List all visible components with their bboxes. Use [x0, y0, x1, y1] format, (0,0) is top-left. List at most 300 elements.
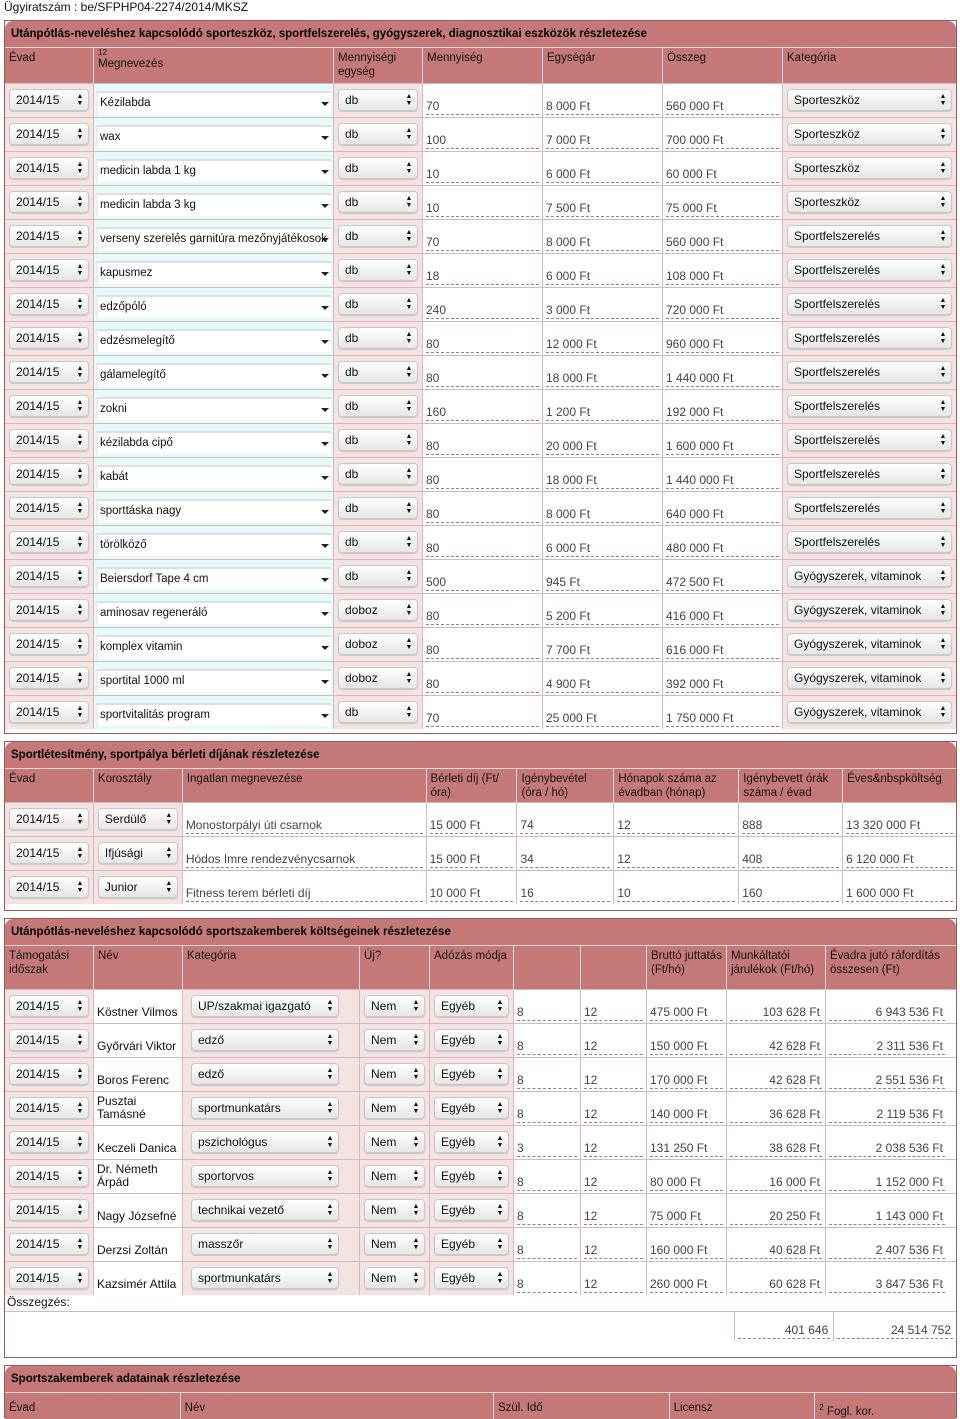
unit-select[interactable] [338, 123, 418, 145]
category-select-value: Sportfelszerelés [794, 297, 881, 311]
season-total-field[interactable]: 1 152 000 Ft [829, 1173, 945, 1191]
category-cell [783, 390, 956, 423]
gross-pay-field[interactable]: 260 000 Ft [650, 1275, 723, 1293]
unit-price-cell [543, 662, 663, 695]
item-name-select[interactable] [96, 669, 331, 692]
tax-mode-select[interactable] [434, 1029, 509, 1051]
tax-mode-select[interactable] [434, 1063, 509, 1085]
name-cell [94, 390, 334, 423]
season-select[interactable] [9, 89, 89, 111]
season-select[interactable] [9, 876, 89, 898]
employer-contrib-field[interactable]: 20 250 Ft [730, 1207, 822, 1225]
unit-price-field[interactable]: 4 900 Ft [546, 675, 659, 693]
season-total-field[interactable]: 2 551 536 Ft [829, 1071, 945, 1089]
col-koltseg: Éves&nbspköltség [847, 773, 942, 785]
amount-field[interactable]: 416 000 Ft [666, 607, 779, 625]
new-select-value: Nem [371, 1135, 397, 1149]
months-field[interactable]: 12 [584, 1139, 643, 1157]
chevron-down-icon [321, 204, 329, 208]
employer-contrib-field[interactable]: 103 628 Ft [730, 1003, 822, 1021]
amount-field[interactable]: 192 000 Ft [666, 403, 779, 421]
item-name-select[interactable] [96, 261, 331, 284]
season-select[interactable] [9, 361, 89, 383]
weekly-hours-field[interactable]: 8 [517, 1241, 577, 1259]
facility-name-field[interactable]: Hódos Imre rendezvénycsarnok [186, 850, 423, 868]
up-down-arrows-icon: ▲ ▼ [326, 1271, 334, 1285]
season-cell [5, 1194, 94, 1227]
staff-category-select[interactable] [191, 995, 339, 1017]
weekly-hours-field[interactable]: 8 [517, 1037, 577, 1055]
unit-select[interactable] [338, 225, 418, 247]
season-select[interactable] [9, 701, 89, 723]
months-field[interactable]: 12 [584, 1003, 643, 1021]
facility-header [5, 768, 956, 802]
amount-field[interactable]: 480 000 Ft [666, 539, 779, 557]
season-total-field[interactable]: 2 119 536 Ft [829, 1105, 945, 1123]
unit-price-field[interactable]: 25 000 Ft [546, 709, 659, 727]
up-down-arrows-icon: ▲ ▼ [412, 1203, 420, 1217]
unit-price-field[interactable]: 945 Ft [546, 573, 659, 591]
usage-field[interactable]: 16 [520, 884, 610, 902]
quantity-field[interactable]: 80 [426, 471, 539, 489]
hours-field[interactable]: 408 [742, 850, 839, 868]
tax-cell [430, 1262, 514, 1295]
chevron-down-icon [321, 612, 329, 616]
staff-category-select[interactable] [191, 1267, 339, 1289]
season-cell [5, 837, 94, 870]
amount-field[interactable]: 1 600 000 Ft [666, 437, 779, 455]
item-name-select[interactable] [96, 567, 331, 590]
footnote-marker: 2 [819, 1403, 824, 1412]
hours-field[interactable]: 160 [742, 884, 839, 902]
quantity-field[interactable]: 80 [426, 607, 539, 625]
season-select[interactable] [9, 225, 89, 247]
rent-fee-field[interactable]: 15 000 Ft [430, 850, 514, 868]
gross-pay-field[interactable]: 475 000 Ft [650, 1003, 723, 1021]
up-down-arrows-icon: ▲ ▼ [939, 603, 947, 617]
new-select[interactable] [364, 1233, 425, 1255]
amount-cell [663, 322, 783, 355]
unit-price-field[interactable]: 5 200 Ft [546, 607, 659, 625]
sum-jarulek[interactable]: 401 646 [738, 1321, 830, 1339]
tax-mode-select[interactable] [434, 1165, 509, 1187]
quantity-field[interactable]: 80 [426, 675, 539, 693]
months-field[interactable]: 12 [617, 850, 735, 868]
season-select[interactable] [9, 327, 89, 349]
quantity-cell [423, 322, 543, 355]
usage-field[interactable]: 74 [520, 816, 610, 834]
season-select[interactable] [9, 1097, 89, 1119]
item-name-select[interactable] [96, 635, 331, 658]
unit-select[interactable] [338, 701, 418, 723]
unit-select[interactable] [338, 361, 418, 383]
annual-cost-field[interactable]: 1 600 000 Ft [846, 884, 953, 902]
contrib-cell [727, 1024, 826, 1057]
months-field[interactable]: 12 [584, 1071, 643, 1089]
item-name-select[interactable] [96, 363, 331, 386]
gross-pay-field[interactable]: 160 000 Ft [650, 1241, 723, 1259]
item-name-select-value: edzőpóló [100, 301, 147, 313]
new-select[interactable] [364, 1267, 425, 1289]
unit-select[interactable] [338, 157, 418, 179]
season-total-field[interactable]: 2 311 536 Ft [829, 1037, 945, 1055]
category-select[interactable] [787, 701, 952, 723]
season-select[interactable] [9, 1029, 89, 1051]
category-select[interactable] [787, 531, 952, 553]
staff-category-select[interactable] [191, 1063, 339, 1085]
unit-select[interactable] [338, 667, 418, 689]
quantity-cell [423, 594, 543, 627]
up-down-arrows-icon: ▲ ▼ [496, 1169, 504, 1183]
employer-contrib-field[interactable]: 42 628 Ft [730, 1037, 822, 1055]
quantity-field[interactable]: 70 [426, 709, 539, 727]
unit-select[interactable] [338, 293, 418, 315]
up-down-arrows-icon: ▲ ▼ [939, 637, 947, 651]
category-select[interactable] [787, 89, 952, 111]
weekly-hours-field[interactable]: 8 [517, 1071, 577, 1089]
category-select[interactable] [787, 361, 952, 383]
unit-price-field[interactable]: 1 200 Ft [546, 403, 659, 421]
category-select[interactable] [787, 259, 952, 281]
season-total-field[interactable]: 2 038 536 Ft [829, 1139, 945, 1157]
amount-field[interactable]: 960 000 Ft [666, 335, 779, 353]
up-down-arrows-icon: ▲ ▼ [496, 1135, 504, 1149]
amount-field[interactable]: 472 500 Ft [666, 573, 779, 591]
weekly-hours-field[interactable]: 8 [517, 1275, 577, 1293]
up-down-arrows-icon: ▲ ▼ [76, 433, 84, 447]
season-select[interactable] [9, 157, 89, 179]
chevron-down-icon [321, 680, 329, 684]
months-field[interactable]: 12 [584, 1173, 643, 1191]
facility-name-field[interactable]: Fitness terem bérleti díj [186, 884, 423, 902]
quantity-field[interactable]: 100 [426, 131, 539, 149]
category-select[interactable] [787, 225, 952, 247]
age-group-select[interactable] [98, 808, 178, 830]
employer-contrib-field[interactable]: 42 628 Ft [730, 1071, 822, 1089]
new-select[interactable] [364, 1199, 425, 1221]
months-field[interactable]: 12 [584, 1105, 643, 1123]
tax-mode-select[interactable] [434, 1131, 509, 1153]
season-total-field[interactable]: 3 847 536 Ft [829, 1275, 945, 1293]
months-field[interactable]: 12 [584, 1275, 643, 1293]
employer-contrib-field[interactable]: 36 628 Ft [730, 1105, 822, 1123]
season-select[interactable] [9, 1165, 89, 1187]
months-field[interactable]: 12 [584, 1037, 643, 1055]
amount-field[interactable]: 700 000 Ft [666, 131, 779, 149]
quantity-field[interactable]: 80 [426, 437, 539, 455]
season-total-field[interactable]: 6 943 536 Ft [829, 1003, 945, 1021]
age-group-select[interactable] [98, 876, 178, 898]
quantity-field[interactable]: 80 [426, 335, 539, 353]
season-select[interactable] [9, 191, 89, 213]
new-select[interactable] [364, 1063, 425, 1085]
item-name-select[interactable] [96, 227, 331, 250]
months-field[interactable]: 10 [617, 884, 735, 902]
season-cell [5, 254, 94, 287]
season-select[interactable] [9, 123, 89, 145]
new-select-value: Nem [371, 1067, 397, 1081]
unit-select-value: db [345, 535, 359, 549]
amount-field[interactable]: 616 000 Ft [666, 641, 779, 659]
tax-mode-select[interactable] [434, 1097, 509, 1119]
quantity-field[interactable]: 70 [426, 97, 539, 115]
unit-select[interactable] [338, 395, 418, 417]
tax-mode-select[interactable] [434, 1267, 509, 1289]
tax-mode-select-value: Egyéb [441, 1033, 476, 1047]
unit-select[interactable] [338, 633, 418, 655]
annual-cost-field[interactable]: 13 320 000 Ft [846, 816, 953, 834]
chevron-down-icon [321, 544, 329, 548]
staff-category-select[interactable] [191, 1165, 339, 1187]
quantity-field[interactable]: 10 [426, 199, 539, 217]
category-select[interactable] [787, 395, 952, 417]
employer-contrib-field[interactable]: 60 628 Ft [730, 1275, 822, 1293]
unit-price-field[interactable]: 12 000 Ft [546, 335, 659, 353]
quantity-field[interactable]: 80 [426, 641, 539, 659]
season-select[interactable] [9, 259, 89, 281]
category-select[interactable] [787, 463, 952, 485]
staff-category-select[interactable] [191, 1233, 339, 1255]
up-down-arrows-icon: ▲ ▼ [405, 263, 413, 277]
months-cell [581, 1058, 647, 1091]
unit-select[interactable] [338, 429, 418, 451]
amount-field[interactable]: 720 000 Ft [666, 301, 779, 319]
amount-field[interactable]: 60 000 Ft [666, 165, 779, 183]
season-select[interactable] [9, 808, 89, 830]
season-total-field[interactable]: 1 143 000 Ft [829, 1207, 945, 1225]
tax-mode-select[interactable] [434, 1199, 509, 1221]
unit-cell [334, 458, 423, 491]
amount-field[interactable]: 1 750 000 Ft [666, 709, 779, 727]
up-down-arrows-icon: ▲ ▼ [405, 93, 413, 107]
quantity-field[interactable]: 80 [426, 505, 539, 523]
season-select[interactable] [9, 1131, 89, 1153]
season-select[interactable] [9, 1267, 89, 1289]
season-select[interactable] [9, 565, 89, 587]
category-select[interactable] [787, 327, 952, 349]
unit-price-field[interactable]: 8 000 Ft [546, 505, 659, 523]
category-select[interactable] [787, 633, 952, 655]
season-select[interactable] [9, 497, 89, 519]
tax-mode-select[interactable] [434, 1233, 509, 1255]
category-select[interactable] [787, 599, 952, 621]
amount-field[interactable]: 640 000 Ft [666, 505, 779, 523]
unit-price-field[interactable]: 8 000 Ft [546, 97, 659, 115]
season-select[interactable] [9, 1233, 89, 1255]
unit-select-value: db [345, 433, 359, 447]
chevron-down-icon [321, 340, 329, 344]
unit-select[interactable] [338, 89, 418, 111]
new-select[interactable] [364, 995, 425, 1017]
age-group-select[interactable] [98, 842, 178, 864]
item-name-select[interactable] [96, 295, 331, 318]
rent-fee-field[interactable]: 10 000 Ft [430, 884, 514, 902]
new-select[interactable] [364, 1131, 425, 1153]
unit-price-field[interactable]: 6 000 Ft [546, 267, 659, 285]
amount-field[interactable]: 560 000 Ft [666, 97, 779, 115]
unit-price-field[interactable]: 7 700 Ft [546, 641, 659, 659]
up-down-arrows-icon: ▲ ▼ [939, 127, 947, 141]
category-select[interactable] [787, 157, 952, 179]
amount-field[interactable]: 392 000 Ft [666, 675, 779, 693]
season-select[interactable] [9, 633, 89, 655]
item-name-select[interactable] [96, 499, 331, 522]
item-name-select[interactable] [96, 91, 331, 114]
amount-field[interactable]: 108 000 Ft [666, 267, 779, 285]
unit-price-field[interactable]: 6 000 Ft [546, 165, 659, 183]
item-name-select[interactable] [96, 193, 331, 216]
gross-pay-field[interactable]: 75 000 Ft [650, 1207, 723, 1225]
gross-pay-field[interactable]: 170 000 Ft [650, 1071, 723, 1089]
staff-category-select[interactable] [191, 1131, 339, 1153]
total-cell [826, 1194, 948, 1227]
employer-contrib-field[interactable]: 40 628 Ft [730, 1241, 822, 1259]
new-cell [360, 1126, 430, 1159]
unit-price-field[interactable]: 8 000 Ft [546, 233, 659, 251]
unit-price-cell [543, 492, 663, 525]
quantity-field[interactable]: 160 [426, 403, 539, 421]
item-name-select[interactable] [96, 465, 331, 488]
season-select[interactable] [9, 1063, 89, 1085]
months-field[interactable]: 12 [584, 1241, 643, 1259]
season-select[interactable] [9, 599, 89, 621]
amount-field[interactable]: 1 440 000 Ft [666, 369, 779, 387]
season-select-value: 2014/15 [16, 1067, 60, 1081]
new-select[interactable] [364, 1165, 425, 1187]
season-select[interactable] [9, 995, 89, 1017]
item-name-select[interactable] [96, 601, 331, 624]
new-select[interactable] [364, 1029, 425, 1051]
rent-fee-field[interactable]: 15 000 Ft [430, 816, 514, 834]
season-select[interactable] [9, 429, 89, 451]
staff-category-select[interactable] [191, 1097, 339, 1119]
unit-select[interactable] [338, 565, 418, 587]
staff-row [5, 1057, 956, 1091]
season-select[interactable] [9, 293, 89, 315]
quantity-field[interactable]: 10 [426, 165, 539, 183]
unit-select[interactable] [338, 259, 418, 281]
unit-select[interactable] [338, 463, 418, 485]
gross-pay-field[interactable]: 140 000 Ft [650, 1105, 723, 1123]
season-select[interactable] [9, 531, 89, 553]
season-select-value: 2014/15 [16, 433, 60, 447]
employer-contrib-field[interactable]: 38 628 Ft [730, 1139, 822, 1157]
quantity-field[interactable]: 80 [426, 369, 539, 387]
new-select[interactable] [364, 1097, 425, 1119]
item-name-select[interactable] [96, 329, 331, 352]
amount-field[interactable]: 75 000 Ft [666, 199, 779, 217]
unit-select[interactable] [338, 599, 418, 621]
unit-price-field[interactable]: 7 000 Ft [546, 131, 659, 149]
item-name-select[interactable] [96, 159, 331, 182]
season-cell [5, 560, 94, 593]
gross-pay-field[interactable]: 80 000 Ft [650, 1173, 723, 1191]
up-down-arrows-icon: ▲ ▼ [76, 1237, 84, 1251]
unit-select[interactable] [338, 327, 418, 349]
quantity-field[interactable]: 500 [426, 573, 539, 591]
tax-mode-select-value: Egyéb [441, 1067, 476, 1081]
category-select[interactable] [787, 429, 952, 451]
quantity-field[interactable]: 70 [426, 233, 539, 251]
unit-price-field[interactable]: 6 000 Ft [546, 539, 659, 557]
season-select-value: 2014/15 [16, 671, 60, 685]
season-select[interactable] [9, 1199, 89, 1221]
unit-price-field[interactable]: 18 000 Ft [546, 471, 659, 489]
employer-contrib-field[interactable]: 16 000 Ft [730, 1173, 822, 1191]
weekly-hours-field[interactable]: 8 [517, 1003, 577, 1021]
up-down-arrows-icon: ▲ ▼ [76, 263, 84, 277]
season-select[interactable] [9, 395, 89, 417]
hours-field[interactable]: 888 [742, 816, 839, 834]
category-select[interactable] [787, 565, 952, 587]
amount-field[interactable]: 560 000 Ft [666, 233, 779, 251]
season-select[interactable] [9, 463, 89, 485]
unit-price-field[interactable]: 7 500 Ft [546, 199, 659, 217]
unit-price-field[interactable]: 18 000 Ft [546, 369, 659, 387]
up-down-arrows-icon: ▲ ▼ [76, 603, 84, 617]
unit-select-value: doboz [345, 671, 378, 685]
weekly-hours-field[interactable]: 8 [517, 1207, 577, 1225]
annual-cost-field[interactable]: 6 120 000 Ft [846, 850, 953, 868]
item-name-select[interactable] [96, 533, 331, 556]
season-cell [5, 492, 94, 525]
staff-category-select[interactable] [191, 1199, 339, 1221]
col-evad: Évad [5, 48, 94, 83]
age-group-select-value: Ifjúsági [104, 846, 143, 860]
unit-select[interactable] [338, 191, 418, 213]
item-name-select[interactable] [96, 703, 331, 726]
item-name-select[interactable] [96, 431, 331, 454]
category-cell [783, 84, 956, 117]
quantity-field[interactable]: 18 [426, 267, 539, 285]
sum-total[interactable]: 24 514 752 [837, 1321, 953, 1339]
unit-cell [334, 356, 423, 389]
category-select[interactable] [787, 123, 952, 145]
gross-pay-field[interactable]: 131 250 Ft [650, 1139, 723, 1157]
category-select[interactable] [787, 497, 952, 519]
name-cell [94, 560, 334, 593]
amount-field[interactable]: 1 440 000 Ft [666, 471, 779, 489]
unit-select[interactable] [338, 531, 418, 553]
up-down-arrows-icon: ▲ ▼ [326, 999, 334, 1013]
quantity-field[interactable]: 240 [426, 301, 539, 319]
tax-mode-select[interactable] [434, 995, 509, 1017]
weekly-hours-field[interactable]: 8 [517, 1105, 577, 1123]
item-name-select[interactable] [96, 397, 331, 420]
unit-price-field[interactable]: 20 000 Ft [546, 437, 659, 455]
months-field[interactable]: 12 [584, 1207, 643, 1225]
col-mennyiseg: Mennyiség [423, 48, 543, 83]
season-select[interactable] [9, 842, 89, 864]
unit-price-field[interactable]: 3 000 Ft [546, 301, 659, 319]
gross-pay-field[interactable]: 150 000 Ft [650, 1037, 723, 1055]
season-select[interactable] [9, 667, 89, 689]
quantity-field[interactable]: 80 [426, 539, 539, 557]
facility-name-field[interactable]: Monostorpályi úti csarnok [186, 816, 423, 834]
weekly-hours-field[interactable]: 3 [517, 1139, 577, 1157]
staff-category-select[interactable] [191, 1029, 339, 1051]
up-down-arrows-icon: ▲ ▼ [76, 999, 84, 1013]
season-total-field[interactable]: 2 407 536 Ft [829, 1241, 945, 1259]
category-select[interactable] [787, 293, 952, 315]
category-select[interactable] [787, 667, 952, 689]
unit-select[interactable] [338, 497, 418, 519]
usage-field[interactable]: 34 [520, 850, 610, 868]
months-field[interactable]: 12 [617, 816, 735, 834]
weekly-hours-field[interactable]: 8 [517, 1173, 577, 1191]
item-name-select[interactable] [96, 125, 331, 148]
category-select[interactable] [787, 191, 952, 213]
